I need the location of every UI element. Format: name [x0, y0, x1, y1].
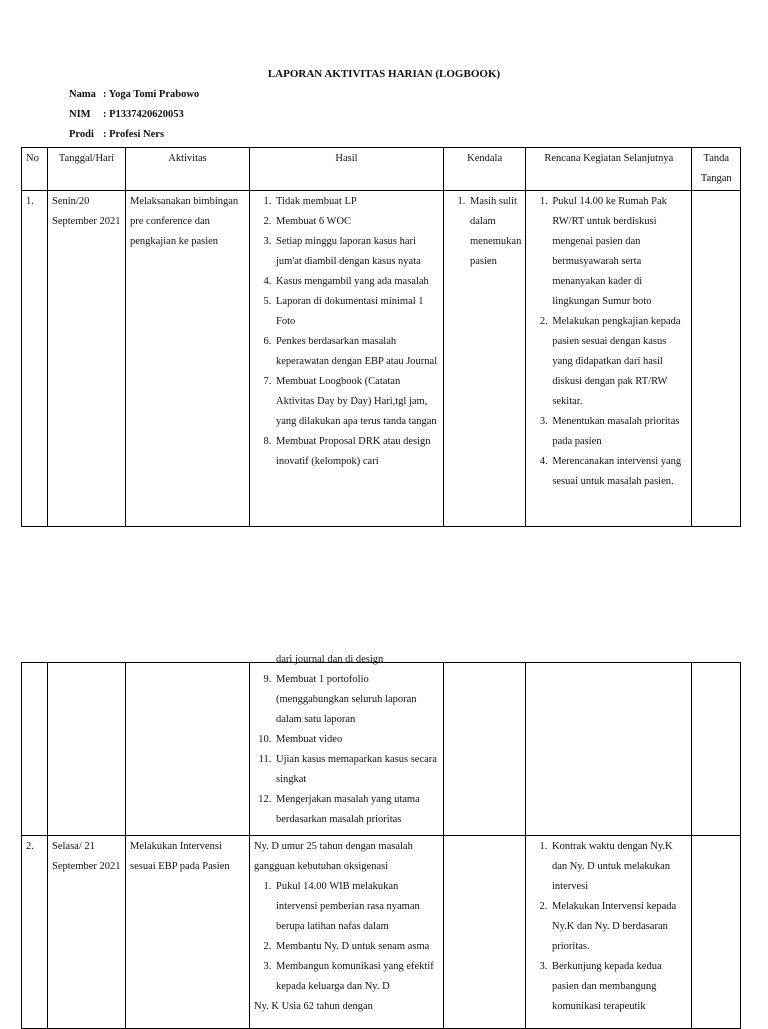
- continued-line: dari journal dan di design: [276, 654, 384, 665]
- row-obstacle: [444, 191, 526, 527]
- col-header-no: No: [22, 148, 48, 191]
- nim-value: : P1337420620053: [103, 109, 184, 120]
- name-value: : Yoga Tomi Prabowo: [103, 89, 200, 100]
- list-item: 6. Penkes berdasarkan masalah keperawatan dengan EBP atau Journal: [274, 332, 439, 372]
- row-activity: [126, 663, 250, 836]
- nim-line: [69, 109, 184, 120]
- result-intro: Ny. D umur 25 tahun dengan masalah gangguan kebutuhan oksigenasi: [254, 841, 413, 872]
- list-item: 10. Membuat video: [274, 730, 439, 750]
- list-item: 11. Ujian kasus memaparkan kasus secara singkat: [274, 750, 439, 790]
- list-item: 3. Membangun komunikasi yang efektif kepada keluarga dan Ny. D: [274, 957, 439, 997]
- row-signature: [692, 663, 741, 836]
- list-item: 2. Membantu Ny. D untuk senam asma: [274, 937, 439, 957]
- list-item: 9. Membuat 1 portofolio (menggabungkan seluruh laporan dalam satu laporan: [274, 670, 439, 730]
- list-item: 1. Pukul 14.00 WIB melakukan intervensi pemberian rasa nyaman berupa latihan nafas dalam: [274, 877, 439, 937]
- list-item: 1. Masih sulit dalam menemukan pasien: [468, 192, 521, 272]
- results-list: [254, 670, 439, 830]
- row-date: [48, 663, 126, 836]
- plan-list: [530, 192, 687, 492]
- list-item: 1. Tidak membuat LP: [274, 192, 439, 212]
- row-obstacle: [444, 663, 526, 836]
- list-item: 2. Melakukan Intervensi kepada Ny.K dan Ny. D berdasaran prioritas.: [550, 897, 687, 957]
- list-item: 3. Berkunjung kepada kedua pasien dan membangung komunikasi terapeutik: [550, 957, 687, 1017]
- list-item: 4. Kasus mengambil yang ada masalah: [274, 272, 439, 292]
- row-plan: [526, 663, 692, 836]
- col-header-date: Tanggal/Hari: [48, 148, 126, 191]
- row-number: 2.: [22, 836, 48, 1029]
- plan-list: [530, 837, 687, 1017]
- table-row-continued: [22, 663, 741, 836]
- table-header-row: [22, 148, 741, 191]
- list-item: 3. Menentukan masalah prioritas pada pasien: [550, 412, 687, 452]
- col-header-signature: Tanda Tangan: [692, 148, 741, 191]
- prodi-value: : Profesi Ners: [103, 129, 165, 140]
- row-number: 1.: [22, 191, 48, 527]
- prodi-line: [69, 129, 164, 140]
- list-item: 1. Kontrak waktu dengan Ny.K dan Ny. D untuk melakukan intervesi: [550, 837, 687, 897]
- nim-label: NIM: [69, 109, 91, 120]
- logbook-table-page-2: [21, 654, 741, 1029]
- row-results: [250, 836, 444, 1029]
- row-results: [250, 191, 444, 527]
- row-date: Selasa/ 21 September 2021: [48, 836, 126, 1029]
- row-number: [22, 663, 48, 836]
- row-obstacle: [444, 836, 526, 1029]
- table-row: [22, 836, 741, 1029]
- name-label: Nama: [69, 89, 96, 100]
- row-signature: [692, 191, 741, 527]
- row-activity: Melaksanakan bimbingan pre conference dan pengkajian ke pasien: [126, 191, 250, 527]
- list-item: 12. Mengerjakan masalah yang utama berdasarkan masalah prioritas: [274, 790, 439, 830]
- row-activity: Melakukan Intervensi sesuai EBP pada Pasien: [126, 836, 250, 1029]
- name-line: [69, 89, 199, 100]
- list-item: 2. Membuat 6 WOC: [274, 212, 439, 232]
- list-item: 8. Membuat Proposal DRK atau design inovatif (kelompok) cari: [274, 432, 439, 472]
- col-header-activity: Aktivitas: [126, 148, 250, 191]
- logbook-table-page-1: [21, 147, 741, 527]
- document-title: LAPORAN AKTIVITAS HARIAN (LOGBOOK): [267, 68, 501, 80]
- prodi-label: Prodi: [69, 129, 94, 140]
- col-header-obstacle: Kendala: [444, 148, 526, 191]
- table-row: [22, 191, 741, 527]
- row-plan: [526, 836, 692, 1029]
- list-item: 4. Merencanakan intervensi yang sesuai untuk masalah pasien.: [550, 452, 687, 492]
- results-list: [254, 877, 439, 997]
- results-list: [254, 192, 439, 472]
- list-item: 1. Pukul 14.00 ke Rumah Pak RW/RT untuk berdiskusi mengenai pasien dan bermusyawarah serta menanyakan kader di lingkungan Sumur boto: [550, 192, 687, 312]
- list-item: 7. Membuat Loogbook (Catatan Aktivitas Day by Day) Hari,tgl jam, yang dilakukan apa terus tanda tangan: [274, 372, 439, 432]
- result-tail: Ny. K Usia 62 tahun dengan: [254, 1001, 373, 1012]
- row-signature: [692, 836, 741, 1029]
- list-item: 2. Melakukan pengkajian kepada pasien sesuai dengan kasus yang didapatkan dari hasil diskusi dengan pak RT/RW sekitar.: [550, 312, 687, 412]
- row-plan: [526, 191, 692, 527]
- list-item: 3. Setiap minggu laporan kasus hari jum'at diambil dengan kasus nyata: [274, 232, 439, 272]
- row-results: [250, 654, 444, 836]
- list-item: 5. Laporan di dokumentasi minimal 1 Foto: [274, 292, 439, 332]
- col-header-plan: Rencana Kegiatan Selanjutnya: [526, 148, 692, 191]
- row-date: Senin/20 September 2021: [48, 191, 126, 527]
- col-header-result: Hasil: [250, 148, 444, 191]
- obstacle-list: [448, 192, 521, 272]
